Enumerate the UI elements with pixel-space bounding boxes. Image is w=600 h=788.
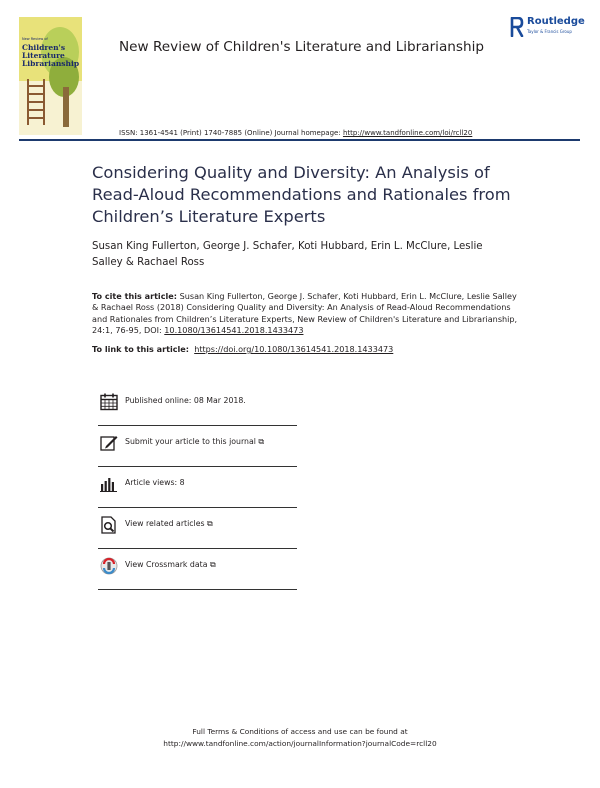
edit-icon — [100, 434, 118, 452]
journal-homepage-link[interactable]: http://www.tandfonline.com/loi/rcll20 — [342, 129, 473, 137]
article-title: Considering Quality and Diversity: An Analysis of Read-Aloud Recommendations and Rationales from Children’s Literature Experts — [92, 163, 511, 226]
cover-pretitle: New Review of — [22, 37, 48, 41]
routledge-logo-icon — [510, 17, 524, 37]
terms-footer — [0, 726, 600, 750]
cover-title: Children's Literature Librarianship — [22, 43, 80, 68]
article-url-link[interactable]: https://doi.org/10.1080/13614541.2018.1433473 — [194, 344, 394, 354]
published-date: Published online: 08 Mar 2018. — [125, 396, 246, 405]
calendar-icon — [100, 393, 118, 411]
header-divider — [19, 139, 580, 141]
article-link-line: To link to this article: https://doi.org/10.1080/13614541.2018.1433473 — [92, 344, 394, 354]
submit-article-link[interactable]: Submit your article to this journal ⧉ — [125, 437, 265, 446]
bar-chart-icon — [100, 475, 118, 493]
submit-article-row[interactable] — [98, 427, 297, 467]
related-articles-row[interactable] — [98, 509, 297, 549]
publisher-name: Routledge — [527, 16, 585, 27]
issn-line: ISSN: 1361-4541 (Print) 1740-7885 (Online) Journal homepage: http://www.tandfonline.com/loi/rcll20 — [119, 129, 473, 137]
terms-url-link[interactable]: http://www.tandfonline.com/action/journalInformation?journalCode=rcll20 — [163, 739, 437, 748]
journal-cover-image — [19, 17, 82, 135]
publisher-tagline: Taylor & Francis Group — [527, 29, 572, 34]
journal-title: New Review of Children's Literature and Librarianship — [119, 39, 485, 55]
crossmark-icon — [100, 557, 118, 575]
crossmark-row[interactable] — [98, 550, 297, 590]
published-row — [98, 386, 297, 426]
citation-block: To cite this article: Susan King Fullerton, George J. Schafer, Koti Hubbard, Erin L. McClure, Leslie Salley & Rachael Ross (2018) Considering Quality and Diversity: An Analysis of Read-Aloud Recommendations and Rationales from Children’s Literature Experts, New Review of Children's Literature and Librarianship, 24:1, 76-95, DOI: 10.1080/13614541.2018.1433473 — [92, 291, 518, 336]
search-document-icon — [100, 516, 118, 534]
terms-line: Full Terms & Conditions of access and use can be found at — [192, 727, 408, 736]
related-articles-link[interactable]: View related articles ⧉ — [125, 519, 213, 528]
crossmark-link[interactable]: View Crossmark data ⧉ — [125, 560, 216, 569]
article-authors: Susan King Fullerton, George J. Schafer, Koti Hubbard, Erin L. McClure, Leslie Salley & Rachael Ross — [92, 241, 483, 268]
external-link-icon: ⧉ — [258, 437, 265, 446]
article-views-row — [98, 468, 297, 508]
external-link-icon: ⧉ — [207, 519, 213, 528]
doi-link[interactable]: 10.1080/13614541.2018.1433473 — [164, 325, 304, 336]
article-views: Article views: 8 — [125, 478, 185, 487]
external-link-icon: ⧉ — [209, 560, 216, 569]
